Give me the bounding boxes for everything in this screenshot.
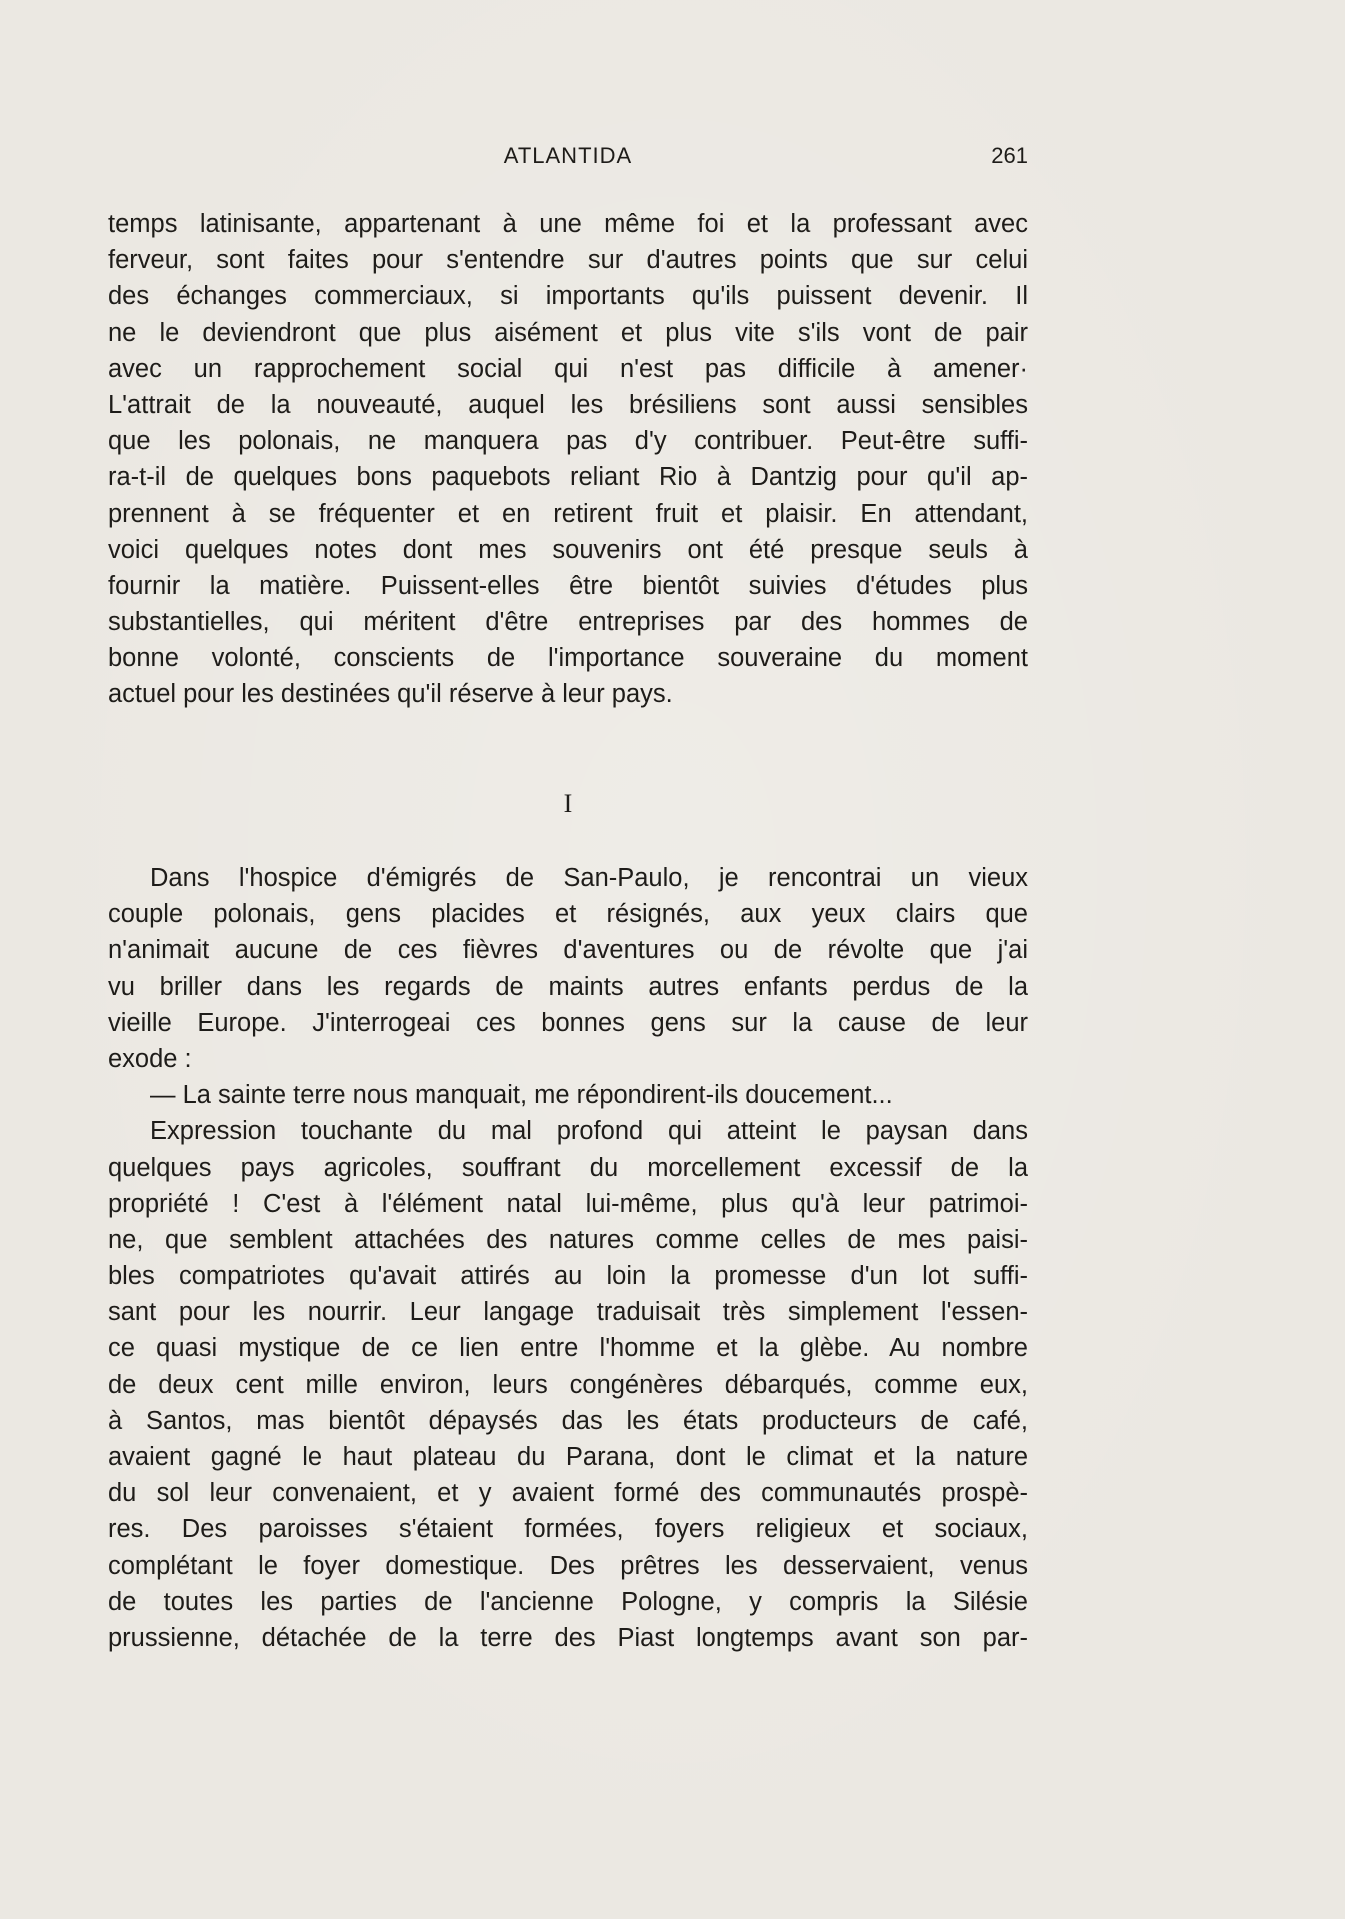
text-line: à Santos, mas bientôt dépaysés das les états producteurs de café, — [108, 1406, 1028, 1435]
text-line: bles compatriotes qu'avait attirés au loin la promesse d'un lot suffi- — [108, 1262, 1028, 1291]
text-line: prussienne, détachée de la terre des Piast longtemps avant son par- — [108, 1623, 1028, 1652]
text-line: ce quasi mystique de ce lien entre l'homme et la glèbe. Au nombre — [108, 1334, 1028, 1363]
section-body — [108, 860, 1028, 1656]
text-line: ra-t-il de quelques bons paquebots reliant Rio à Dantzig pour qu'il ap- — [108, 463, 1028, 492]
text-line: res. Des paroisses s'étaient formées, foyers religieux et sociaux, — [108, 1515, 1028, 1544]
text-line: exode : — [108, 1044, 192, 1073]
running-title: ATLANTIDA — [503, 143, 633, 168]
text-line: vu briller dans les regards de maints autres enfants perdus de la — [108, 972, 1028, 1001]
text-line: fournir la matière. Puissent-elles être bientôt suivies d'études plus — [108, 571, 1028, 600]
text-line: quelques pays agricoles, souffrant du morcellement excessif de la — [108, 1153, 1028, 1182]
text-line: actuel pour les destinées qu'il réserve à leur pays. — [108, 680, 673, 709]
text-line: prennent à se fréquenter et en retirent fruit et plaisir. En attendant, — [108, 499, 1028, 528]
text-line: ferveur, sont faites pour s'entendre sur d'autres points que sur celui — [108, 246, 1028, 275]
text-line: voici quelques notes dont mes souvenirs ont été presque seuls à — [108, 535, 1028, 564]
text-line: des échanges commerciaux, si importants qu'ils puissent devenir. Il — [108, 282, 1028, 311]
text-line: de deux cent mille environ, leurs congénères débarqués, comme eux, — [108, 1370, 1028, 1399]
section-numeral: I — [563, 789, 573, 818]
text-line: substantielles, qui méritent d'être entreprises par des hommes de — [108, 608, 1028, 637]
text-line: L'attrait de la nouveauté, auquel les brésiliens sont aussi sensibles — [108, 390, 1028, 419]
text-line: complétant le foyer domestique. Des prêtres les desservaient, venus — [108, 1551, 1028, 1580]
text-line: propriété ! C'est à l'élément natal lui-même, plus qu'à leur patrimoi- — [108, 1189, 1028, 1218]
text-line: n'animait aucune de ces fièvres d'aventures ou de révolte que j'ai — [108, 936, 1028, 965]
page-number: 261 — [991, 143, 1028, 168]
dialogue-line: — La sainte terre nous manquait, me répondirent-ils doucement... — [150, 1081, 893, 1110]
text-line: que les polonais, ne manquera pas d'y contribuer. Peut-être suffi- — [108, 427, 1028, 456]
text-line: avec un rapprochement social qui n'est pas difficile à amener· — [108, 354, 1028, 383]
text-line: du sol leur convenaient, et y avaient formé des communautés prospè- — [108, 1479, 1028, 1508]
text-line: vieille Europe. J'interrogeai ces bonnes gens sur la cause de leur — [108, 1008, 1028, 1037]
text-line: sant pour les nourrir. Leur langage traduisait très simplement l'essen- — [108, 1298, 1028, 1327]
text-line: Expression touchante du mal profond qui atteint le paysan dans — [150, 1117, 1028, 1146]
text-line: bonne volonté, conscients de l'importance souveraine du moment — [108, 644, 1028, 673]
text-line: ne le deviendront que plus aisément et plus vite s'ils vont de pair — [108, 318, 1028, 347]
text-line: temps latinisante, appartenant à une même foi et la professant avec — [108, 210, 1028, 238]
running-head — [108, 139, 1028, 173]
text-line: avaient gagné le haut plateau du Parana, dont le climat et la nature — [108, 1443, 1028, 1471]
text-line: couple polonais, gens placides et résignés, aux yeux clairs que — [108, 900, 1028, 929]
paragraph-continuation — [108, 206, 1028, 713]
text-line: Dans l'hospice d'émigrés de San-Paulo, je rencontrai un vieux — [150, 864, 1028, 892]
text-line: de toutes les parties de l'ancienne Pologne, y compris la Silésie — [108, 1587, 1028, 1616]
text-line: ne, que semblent attachées des natures comme celles de mes paisi- — [108, 1225, 1028, 1254]
